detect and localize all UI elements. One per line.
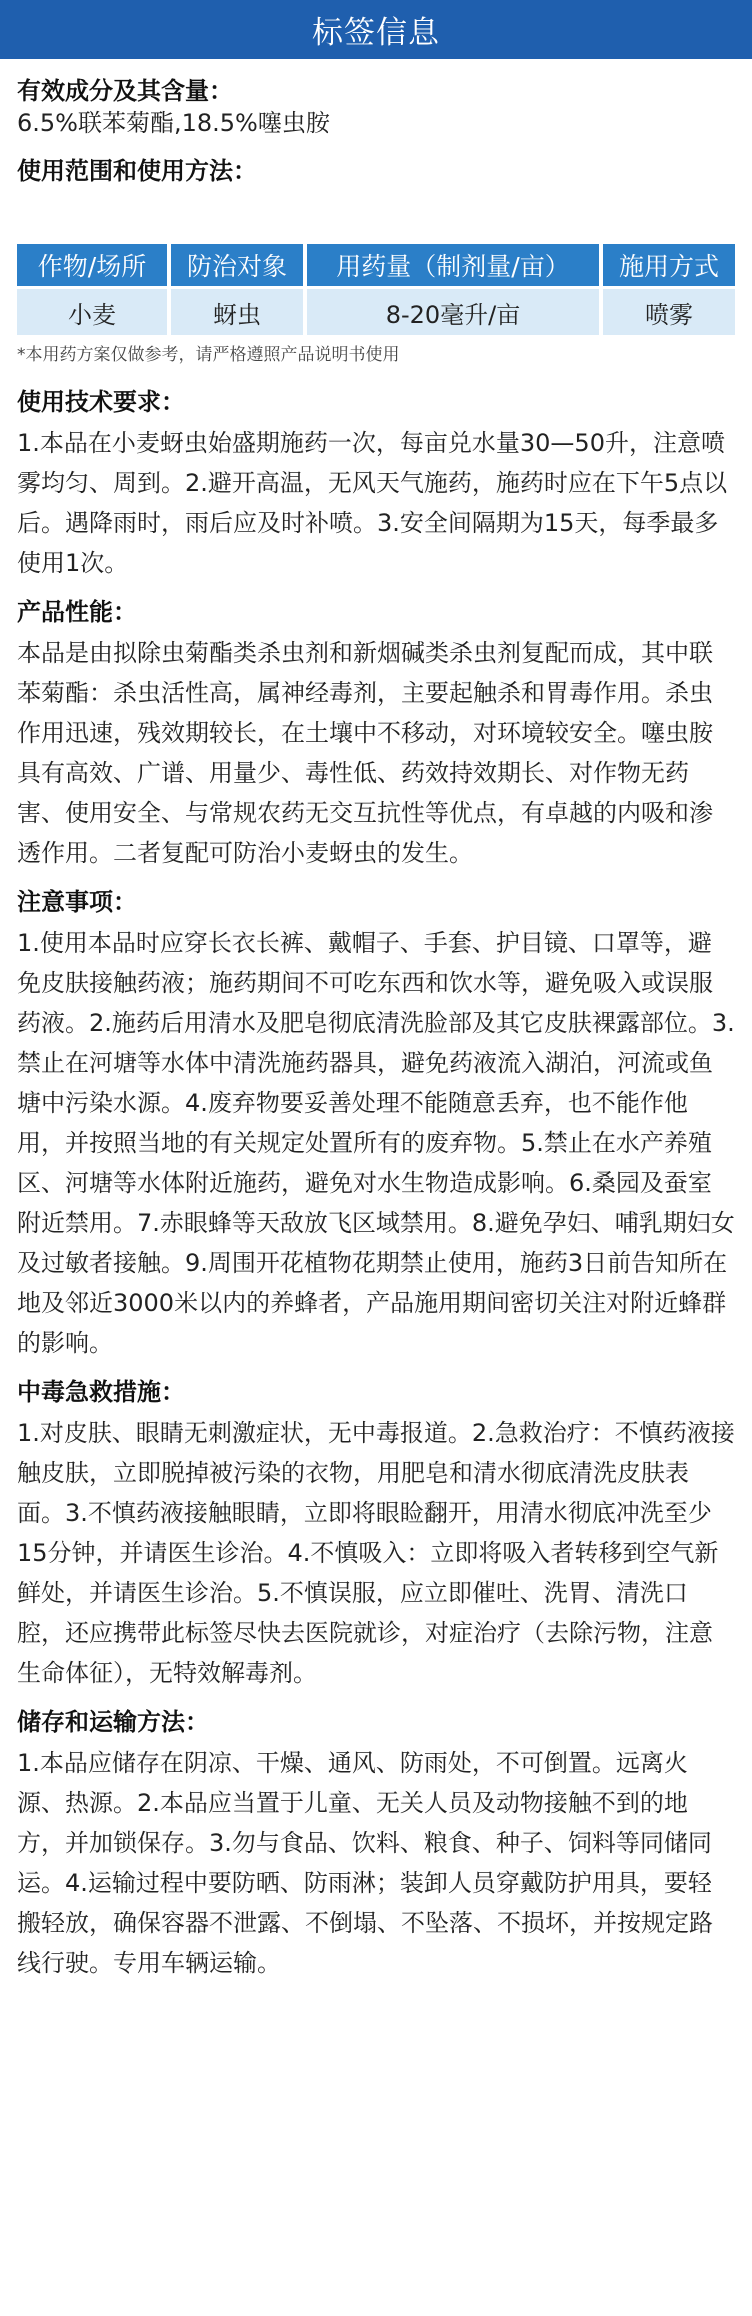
dosage-cell-crop: 小麦 [17,289,167,335]
performance-heading: 产品性能： [17,598,137,626]
dosage-cell-dose: 8-20毫升/亩 [307,289,599,335]
active-ingredient-heading: 有效成分及其含量： [17,77,233,105]
tech-section [17,387,735,583]
page-header [0,0,752,59]
dosage-cell-method: 喷雾 [603,289,735,335]
dosage-column-header: 作物/场所 [17,244,167,286]
storage-section [17,1707,735,1983]
dosage-cell-target: 蚜虫 [171,289,303,335]
precautions-text: 1.使用本品时应穿长衣长裤、戴帽子、手套、护目镜、口罩等，避免皮肤接触药液；施药期间不可吃东西和饮水等，避免吸入或误服药液。2.施药后用清水及肥皂彻底清洗脸部及其它皮肤裸露部位。3.禁止在河塘等水体中清洗施药器具，避免药液流入湖泊，河流或鱼塘中污染水源。4.废弃物要妥善处理不能随意丢弃，也不能作他用，并按照当地的有关规定处置所有的废弃物。5.禁止在水产养殖区、河塘等水体附近施药，避免对水生物造成影响。6.桑园及蚕室附近禁用。7.赤眼蜂等天敌放飞区域禁用。8.避免孕妇、哺乳期妇女及过敏者接触。9.周围开花植物花期禁止使用，施药3日前告知所在地及邻近3000米以内的养蜂者，产品施用期间密切关注对附近蜂群的影响。 [17,929,735,1357]
page-title: 标签信息 [312,15,440,51]
storage-text: 1.本品应储存在阴凉、干燥、通风、防雨处，不可倒置。远离火源、热源。2.本品应当置于儿童、无关人员及动物接触不到的地方，并加锁保存。3.勿与食品、饮料、粮食、种子、饲料等同储同运。4.运输过程中要防晒、防雨淋；装卸人员穿戴防护用具，要轻搬轻放，确保容器不泄露、不倒塌、不坠落、不损坏，并按规定路线行驶。专用车辆运输。 [17,1749,713,1977]
performance-text: 本品是由拟除虫菊酯类杀虫剂和新烟碱类杀虫剂复配而成，其中联苯菊酯：杀虫活性高，属神经毒剂，主要起触杀和胃毒作用。杀虫作用迅速，残效期较长，在土壤中不移动，对环境较安全。噻虫胺具有高效、广谱、用量少、毒性低、药效持效期长、对作物无药害、使用安全、与常规农药无交互抗性等优点，有卓越的内吸和渗透作用。二者复配可防治小麦蚜虫的发生。 [17,639,713,867]
precautions-section [17,887,735,1363]
table-row [17,289,735,335]
performance-section [17,597,735,873]
first-aid-section [17,1377,735,1693]
precautions-heading: 注意事项： [17,888,137,916]
storage-heading: 储存和运输方法： [17,1708,209,1736]
dosage-column-header: 用药量（制剂量/亩） [307,244,599,286]
first-aid-text: 1.对皮肤、眼睛无刺激症状，无中毒报道。2.急救治疗：不慎药液接触皮肤，立即脱掉被污染的衣物，用肥皂和清水彻底清洗皮肤表面。3.不慎药液接触眼睛，立即将眼睑翻开，用清水彻底冲洗至少15分钟，并请医生诊治。4.不慎吸入：立即将吸入者转移到空气新鲜处，并请医生诊治。5.不慎误服，应立即催吐、洗胃、清洗口腔，还应携带此标签尽快去医院就诊，对症治疗（去除污物，注意生命体征），无特效解毒剂。 [17,1419,735,1687]
dosage-table-header-row [17,244,735,286]
tech-text: 1.本品在小麦蚜虫始盛期施药一次，每亩兑水量30—50升，注意喷雾均匀、周到。2.避开高温，无风天气施药，施药时应在下午5点以后。遇降雨时，雨后应及时补喷。3.安全间隔期为15天，每季最多使用1次。 [17,429,728,577]
dosage-column-header: 防治对象 [171,244,303,286]
first-aid-heading: 中毒急救措施： [17,1378,185,1406]
label-content [0,76,752,1983]
scope-section [17,156,735,186]
dosage-table [13,241,739,338]
active-ingredient-section [17,76,735,140]
dosage-column-header: 施用方式 [603,244,735,286]
scope-heading: 使用范围和使用方法： [17,157,257,185]
dosage-note: *本用药方案仅做参考，请严格遵照产品说明书使用 [17,345,400,365]
tech-heading: 使用技术要求： [17,388,185,416]
active-ingredient-text: 6.5%联苯菊酯,18.5%噻虫胺 [17,109,330,137]
